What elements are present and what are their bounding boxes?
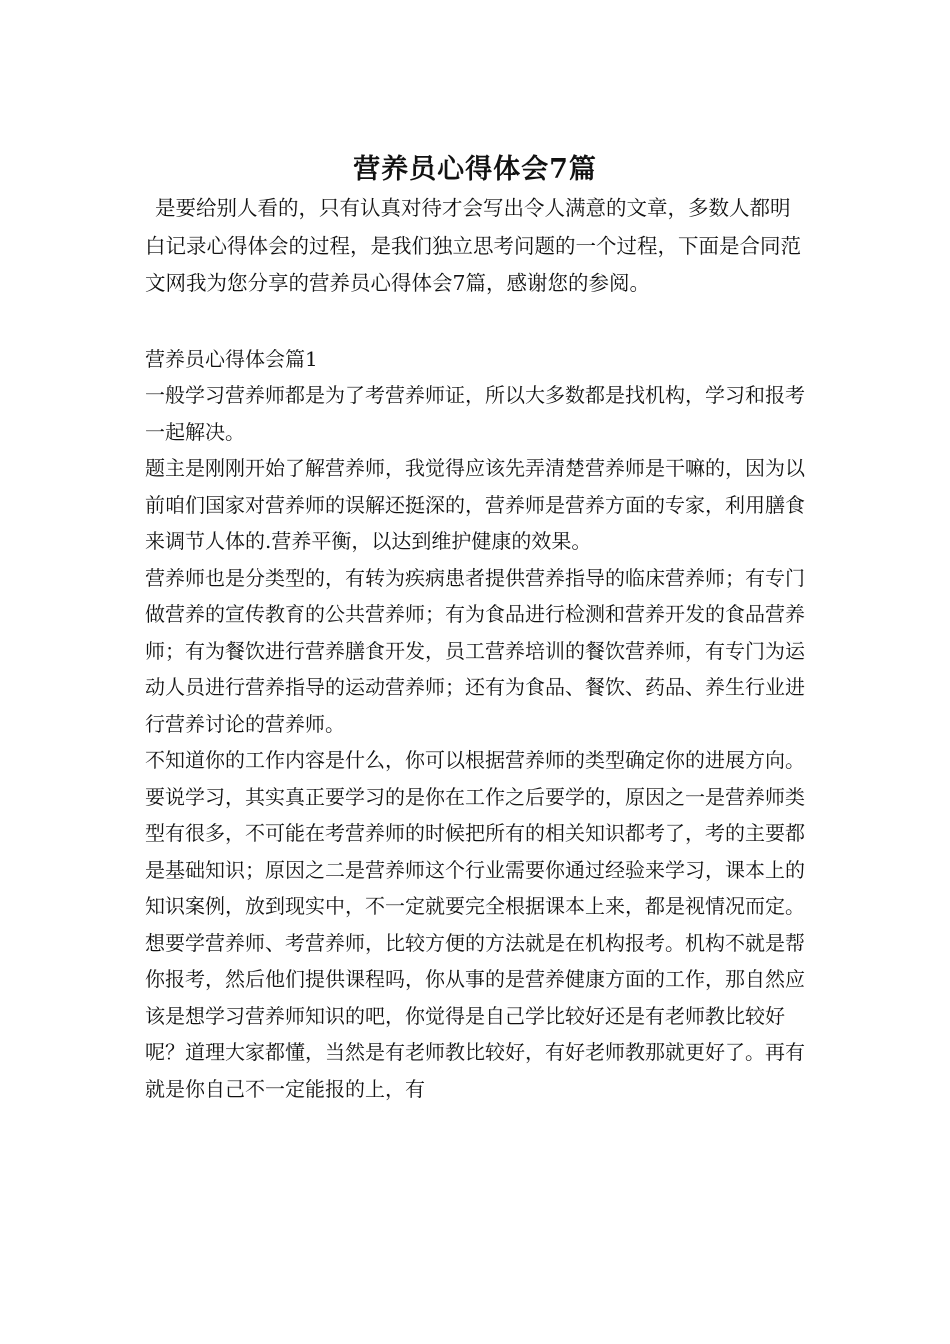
document-body [145, 190, 810, 1107]
body-paragraph: 题主是刚刚开始了解营养师，我觉得应该先弄清楚营养师是干嘛的，因为以前咱们国家对营养师的误解还挺深的，营养师是营养方面的专家，利用膳食来调节人体的.营养平衡，以达到维护健康的效果。 [145, 456, 805, 553]
intro-paragraph: 是要给别人看的，只有认真对待才会写出令人满意的文章，多数人都明白记录心得体会的过程，是我们独立思考问题的一个过程，下面是合同范文网我为您分享的营养员心得体会7篇，感谢您的参阅。 [145, 196, 801, 295]
body-paragraph: 营养师也是分类型的，有转为疾病患者提供营养指导的临床营养师；有专门做营养的宣传教育的公共营养师；有为食品进行检测和营养开发的食品营养师；有为餐饮进行营养膳食开发，员工营养培训的餐饮营养师，有专门为运动人员进行营养指导的运动营养师；还有为食品、餐饮、药品、养生行业进行营养讨论的营养师。 [145, 565, 805, 736]
body-paragraph: 不知道你的工作内容是什么，你可以根据营养师的类型确定你的进展方向。 [145, 748, 805, 772]
paragraph-spacer [145, 303, 810, 341]
body-paragraph: 一般学习营养师都是为了考营养师证，所以大多数都是找机构，学习和报考一起解决。 [145, 383, 805, 444]
body-paragraph: 想要学营养师、考营养师，比较方便的方法就是在机构报考。机构不就是帮你报考，然后他们提供课程吗，你从事的是营养健康方面的工作，那自然应该是想学习营养师知识的吧，你觉得是自己学比较好还是有老师教比较好呢？道理大家都懂，当然是有老师教比较好，有好老师教那就更好了。再有就是你自己不一定能报的上，有 [145, 930, 805, 1101]
document-title: 营养员心得体会7篇 [353, 154, 597, 186]
body-paragraph: 要说学习，其实真正要学习的是你在工作之后要学的，原因之一是营养师类型有很多，不可能在考营养师的时候把所有的相关知识都考了，考的主要都是基础知识；原因之二是营养师这个行业需要你通过经验来学习，课本上的知识案例，放到现实中，不一定就要完全根据课本上来，都是视情况而定。 [145, 784, 805, 918]
section-heading: 营养员心得体会篇1 [145, 346, 318, 371]
